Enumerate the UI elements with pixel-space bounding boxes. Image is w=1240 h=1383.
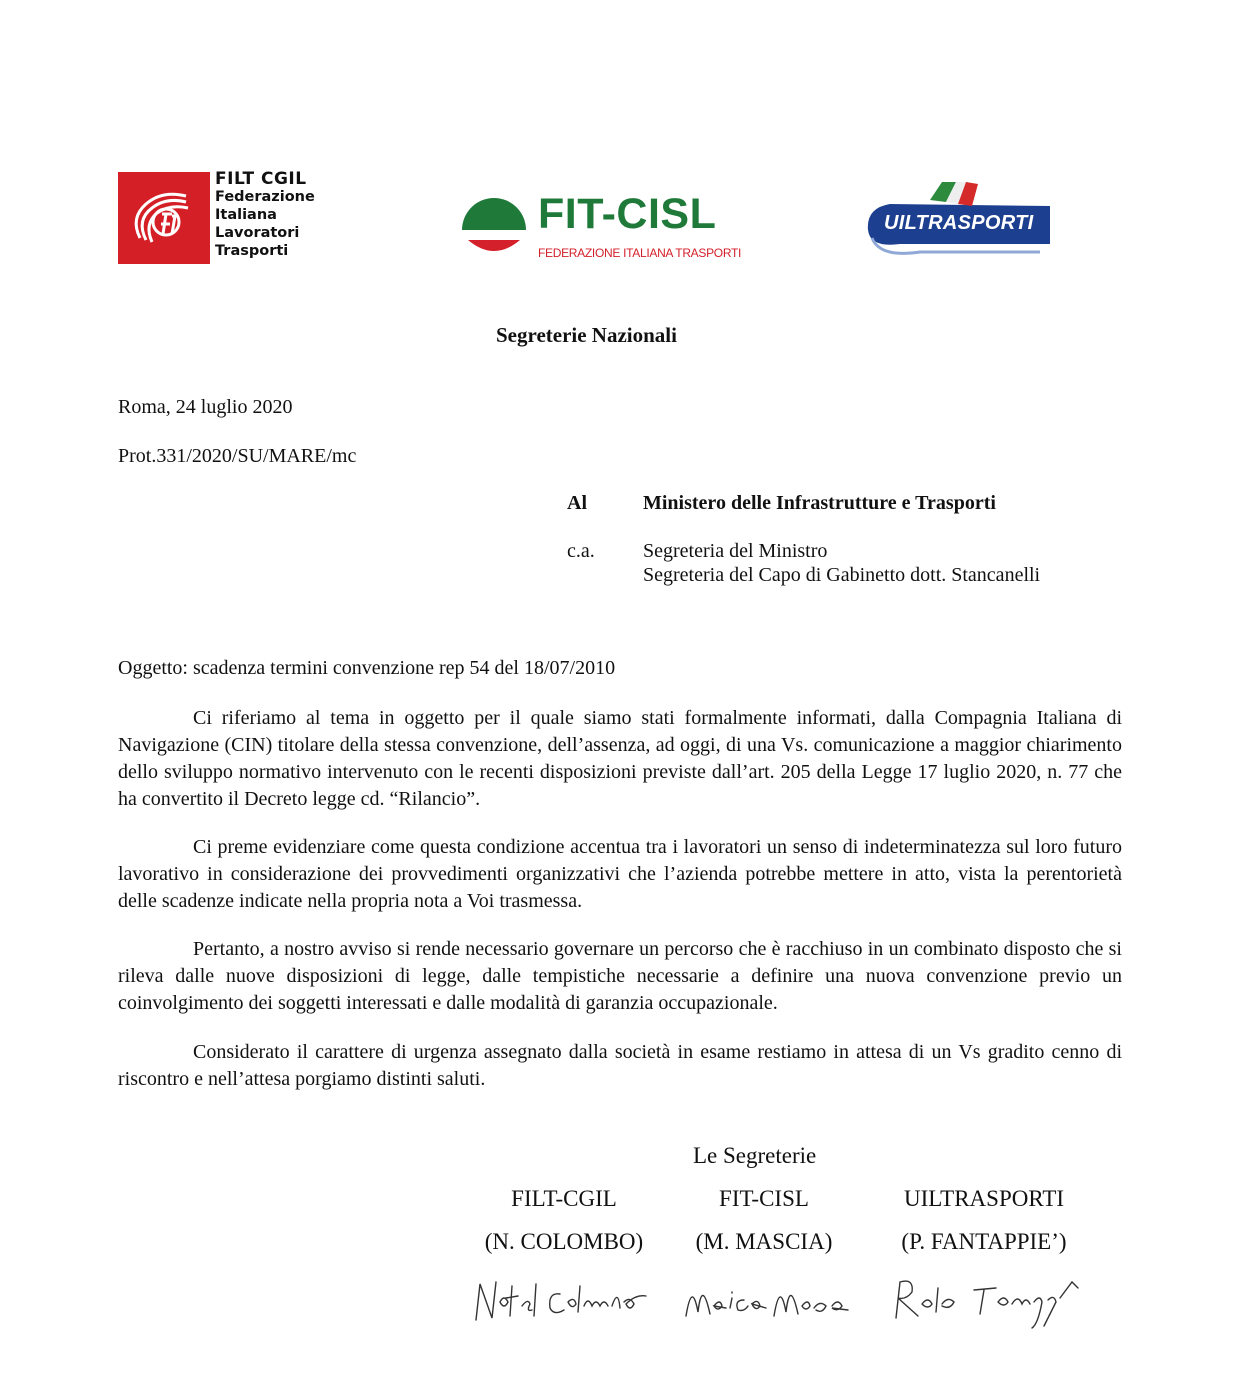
fit-cisl-emblem-icon <box>460 190 530 262</box>
signatures-title: Le Segreterie <box>693 1143 817 1168</box>
letter-date: Roma, 24 luglio 2020 <box>118 396 293 418</box>
filt-emblem-icon <box>126 184 202 252</box>
protocol-number: Prot.331/2020/SU/MARE/mc <box>118 445 357 467</box>
handwritten-signature-colombo <box>470 1272 655 1332</box>
fit-cisl-logo <box>460 190 742 265</box>
filt-logo-line: Federazione <box>215 189 315 205</box>
signature-org: FILT-CGIL <box>511 1186 617 1211</box>
signature-name: (M. MASCIA) <box>695 1229 833 1254</box>
fit-cisl-logo-subtitle: FEDERAZIONE ITALIANA TRASPORTI <box>538 246 742 260</box>
body-paragraph: Pertanto, a nostro avviso si rende necessario governare un percorso che è racchiuso in un combinato disposto che si rileva dalle nuove disposizioni di legge, dalle tempistiche necessarie a definire una nuova convenzione previo un coinvolgimento dei soggetti interessati e dalle modalità di garanzia occupazionale. <box>118 938 1122 1014</box>
ca-line: Segreteria del Ministro <box>643 540 828 562</box>
uiltrasporti-logo <box>860 178 1060 264</box>
page-title: Segreterie Nazionali <box>496 323 677 347</box>
signature-org: FIT-CISL <box>719 1186 809 1211</box>
signature-name: (N. COLOMBO) <box>484 1229 644 1254</box>
body-paragraph: Ci riferiamo al tema in oggetto per il quale siamo stati formalmente informati, dalla Compagnia Italiana di Navigazione (CIN) titolare della stessa convenzione, dell’assenza, ad oggi, di una Vs. comunicazione a maggior chiarimento dello sviluppo normativo intervenuto con le recenti disposizioni previste dall’art. 205 della Legge 17 luglio 2020, n. 77 che ha convertito il Decreto legge cd. “Rilancio”. <box>118 707 1122 810</box>
signature-org: UILTRASPORTI <box>903 1186 1065 1211</box>
ca-line: Segreteria del Capo di Gabinetto dott. Stancanelli <box>643 564 1041 586</box>
recipient-name: Ministero delle Infrastrutture e Trasporti <box>643 492 996 514</box>
fit-cisl-logo-name: FIT-CISL <box>538 190 717 238</box>
filt-cgil-emblem <box>118 172 210 264</box>
uiltrasporti-logo-name: UILTRASPORTI <box>884 212 1034 234</box>
filt-logo-name: FILT CGIL <box>215 169 307 189</box>
filt-cgil-logo <box>118 170 318 266</box>
ca-label: c.a. <box>567 540 595 562</box>
filt-logo-line: Trasporti <box>215 243 289 259</box>
body-paragraph: Ci preme evidenziare come questa condizione accentua tra i lavoratori un senso di indeterminatezza sul loro futuro lavorativo in considerazione dei provvedimenti organizzativi che l’azienda potrebbe mettere in atto, vista la perentorietà delle scadenze indicate nella propria nota a Voi trasmessa. <box>118 836 1122 912</box>
handwritten-signature-fantappie <box>888 1268 1088 1332</box>
handwritten-signature-mascia <box>682 1272 852 1332</box>
filt-logo-line: Lavoratori <box>215 225 300 241</box>
body-paragraph: Considerato il carattere di urgenza assegnato dalla società in esame restiamo in attesa di un Vs gradito cenno di riscontro e nell’attesa porgiamo distinti saluti. <box>118 1041 1122 1090</box>
recipient-prefix: Al <box>567 492 587 514</box>
filt-logo-line: Italiana <box>215 207 277 223</box>
letter-subject: Oggetto: scadenza termini convenzione rep 54 del 18/07/2010 <box>118 657 616 679</box>
signature-name: (P. FANTAPPIE’) <box>901 1229 1067 1254</box>
